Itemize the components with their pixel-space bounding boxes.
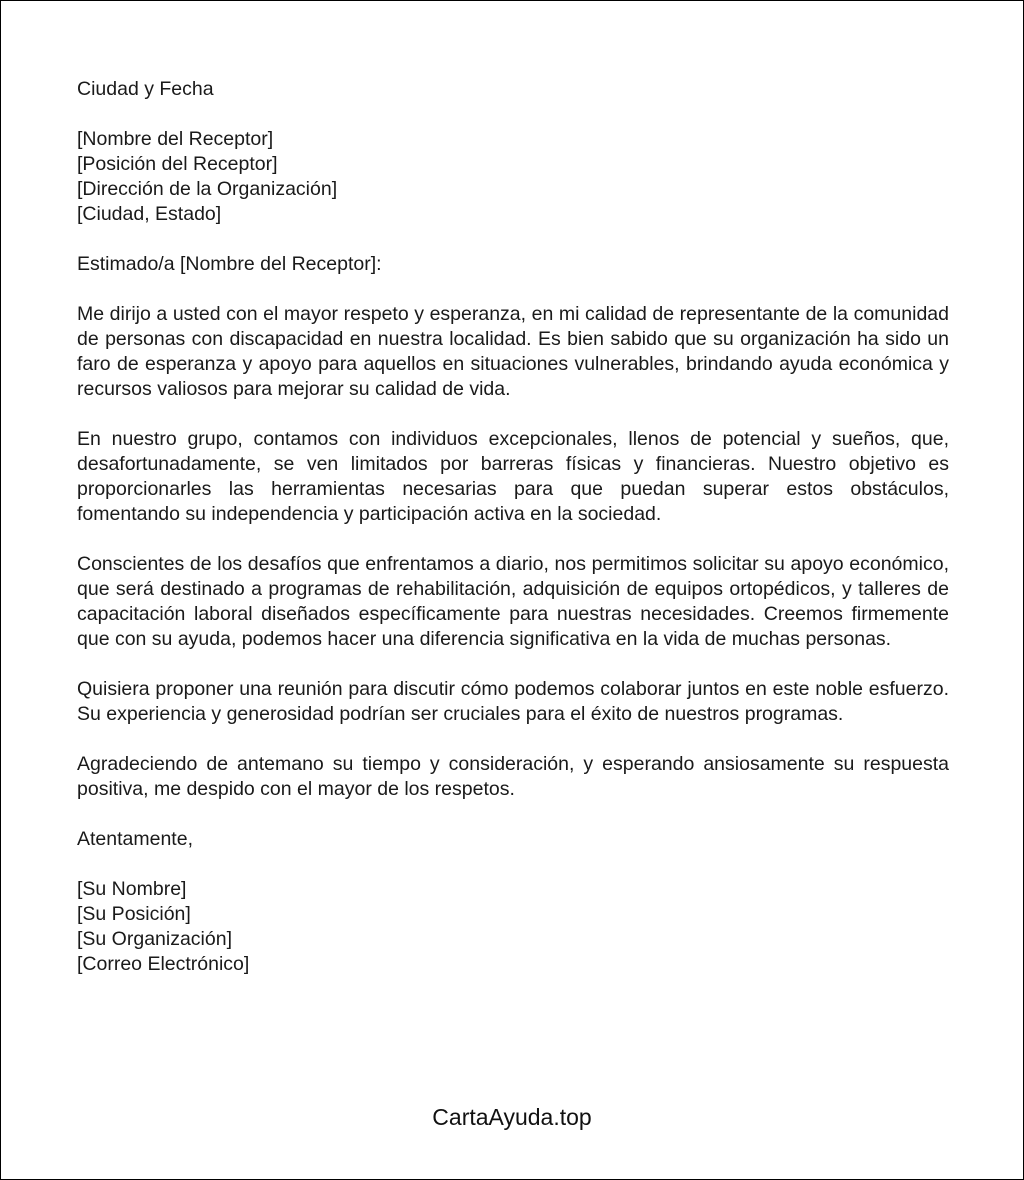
paragraph-4: Quisiera proponer una reunión para discutir cómo podemos colaborar juntos en este noble esfuerzo. Su experiencia y generosidad podrían ser cruciales para el éxito de nuestros programas. — [77, 678, 949, 725]
letter-body — [77, 77, 949, 1002]
recipient-address: [Dirección de la Organización] — [77, 178, 338, 200]
closing-text: Atentamente, — [77, 828, 193, 850]
closing — [77, 827, 949, 852]
paragraph-2: En nuestro grupo, contamos con individuos excepcionales, llenos de potencial y sueños, que, desafortunadamente, se ven limitados por barreras físicas y financieras. Nuestro objetivo es proporcionarles las herramientas necesarias para que puedan superar estos obstáculos, fomentando su independencia y participación activa en la sociedad. — [77, 428, 949, 525]
sender-name: [Su Nombre] — [77, 878, 187, 900]
recipient-position: [Posición del Receptor] — [77, 153, 278, 175]
salutation — [77, 252, 949, 277]
paragraph-1: Me dirijo a usted con el mayor respeto y esperanza, en mi calidad de representante de la comunidad de personas con discapacidad en nuestra localidad. Es bien sabido que su organización ha sido un faro de esperanza y apoyo para aquellos en situaciones vulnerables, brindando ayuda económica y recursos valiosos para mejorar su calidad de vida. — [77, 303, 949, 400]
recipient-city-state: [Ciudad, Estado] — [77, 203, 222, 225]
paragraph-3: Conscientes de los desafíos que enfrentamos a diario, nos permitimos solicitar su apoyo económico, que será destinado a programas de rehabilitación, adquisición de equipos ortopédicos, y talleres de capacitación laboral diseñados específicamente para nuestras necesidades. Creemos firmemente que con su ayuda, podemos hacer una diferencia significativa en la vida de muchas personas. — [77, 553, 949, 650]
salutation-text: Estimado/a [Nombre del Receptor]: — [77, 253, 382, 275]
paragraph-5: Agradeciendo de antemano su tiempo y consideración, y esperando ansiosamente su respuesta positiva, me despido con el mayor de los respetos. — [77, 753, 949, 800]
recipient-block — [77, 127, 949, 227]
sender-organization: [Su Organización] — [77, 928, 233, 950]
sender-block — [77, 877, 949, 977]
recipient-name: [Nombre del Receptor] — [77, 128, 274, 150]
city-date — [77, 77, 949, 102]
city-date-text: Ciudad y Fecha — [77, 78, 214, 100]
site-footer: CartaAyuda.top — [432, 1104, 592, 1130]
sender-email: [Correo Electrónico] — [77, 953, 250, 975]
sender-position: [Su Posición] — [77, 903, 191, 925]
